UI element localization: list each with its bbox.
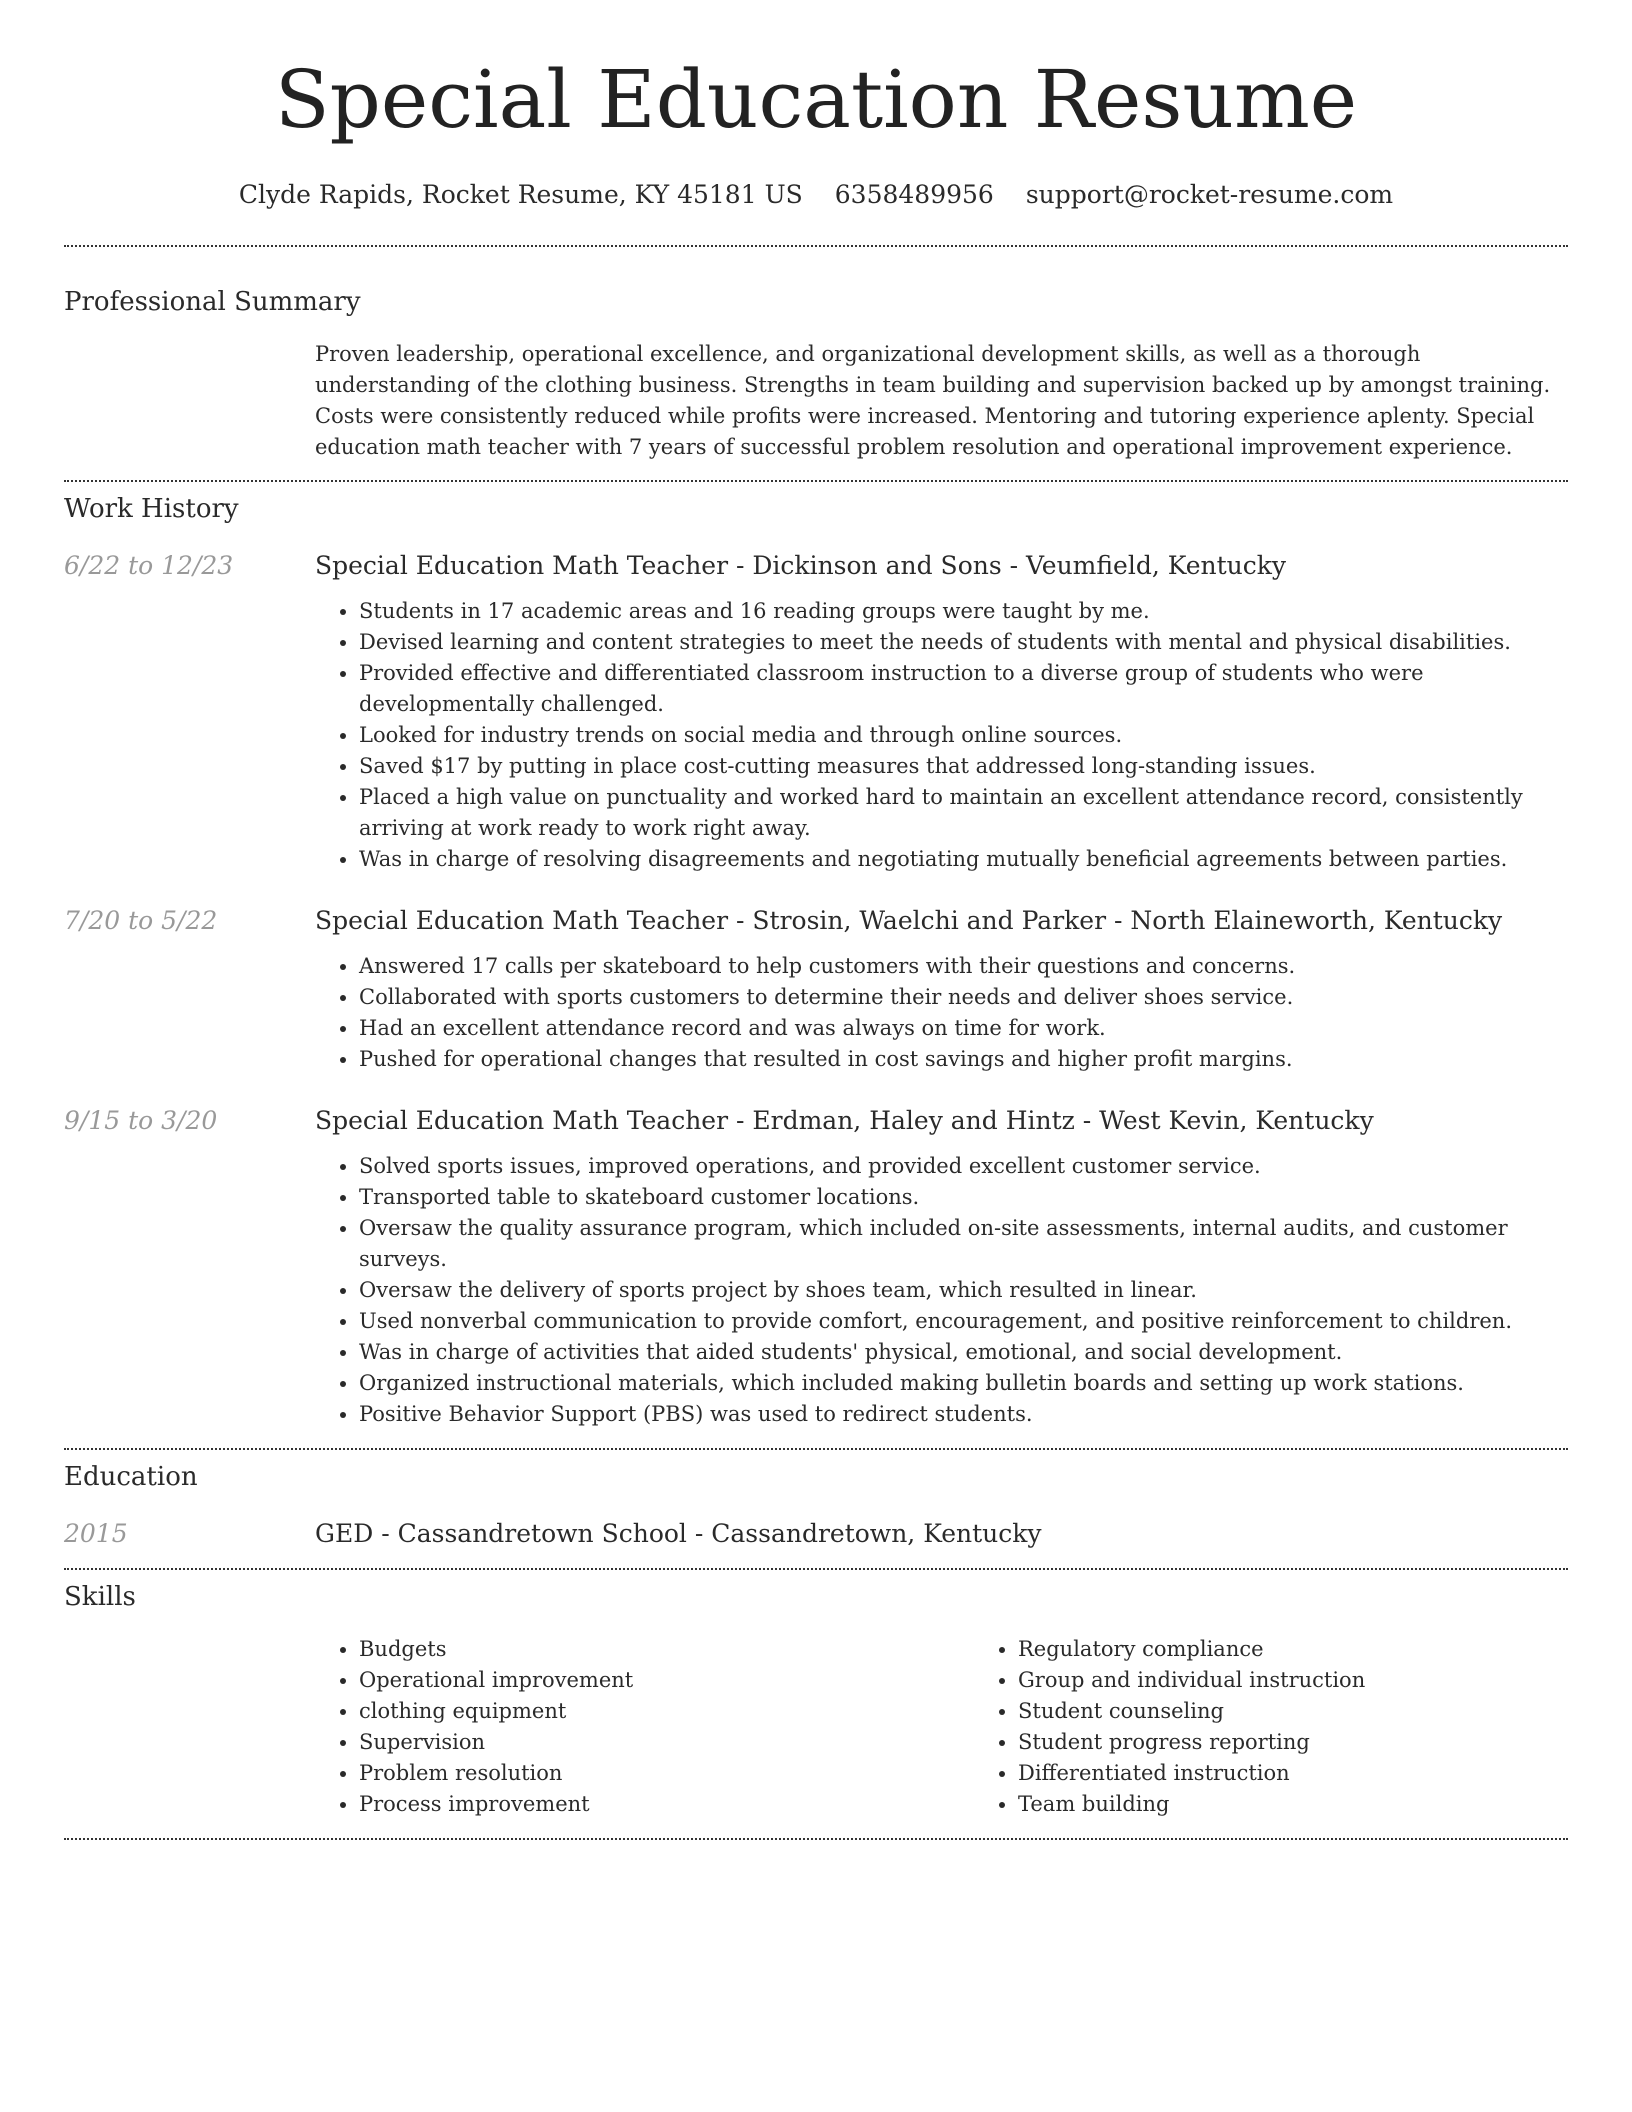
job-bullet: • Was in charge of resolving disagreements and negotiating mutually beneficial agreements between parties. (359, 844, 1568, 875)
skill-item: • Differentiated instruction (1018, 1758, 1632, 1789)
section-heading-summary: Professional Summary (64, 287, 361, 317)
resume-title: Special Education Resume (274, 53, 1358, 146)
divider (64, 1838, 1568, 1840)
job-title: Special Education Math Teacher - Strosin, Waelchi and Parker - North Elaineworth, Kentucky (315, 906, 1503, 935)
job-bullets (315, 1151, 1568, 1430)
section-heading-education: Education (64, 1462, 198, 1492)
education-section (64, 1450, 1568, 1550)
section-heading-skills: Skills (64, 1582, 136, 1612)
contact-line (64, 180, 1568, 209)
summary-text: Proven leadership, operational excellence, and organizational development skills, as well as a thorough understanding of the clothing business. Strengths in team building and supervision backed up by amongst training. Costs were consistently reduced while profits were increased. Mentoring and tutoring experience aplenty. Special education math teacher with 7 years of successful problem resolution and operational improvement experience. (315, 342, 1551, 459)
skill-item: • Problem resolution (359, 1758, 974, 1789)
skill-item: • Student progress reporting (1018, 1727, 1632, 1758)
contact-phone: 6358489956 (834, 180, 994, 209)
contact-address: Clyde Rapids, Rocket Resume, KY 45181 US (238, 180, 803, 209)
job-entry (64, 550, 1568, 875)
skill-item: • Regulatory compliance (1018, 1634, 1632, 1665)
job-entry (64, 905, 1568, 1075)
job-bullets (315, 596, 1568, 875)
job-bullets (315, 951, 1568, 1075)
job-bullet: • Positive Behavior Support (PBS) was used to redirect students. (359, 1399, 1568, 1430)
job-bullet: • Provided effective and differentiated classroom instruction to a diverse group of students who were developmentally challenged. (359, 658, 1568, 720)
job-bullet: • Students in 17 academic areas and 16 reading groups were taught by me. (359, 596, 1568, 627)
resume-header (64, 0, 1568, 209)
job-bullet: • Oversaw the delivery of sports project by shoes team, which resulted in linear. (359, 1275, 1568, 1306)
skill-item: • Operational improvement (359, 1665, 974, 1696)
job-bullet: • Answered 17 calls per skateboard to help customers with their questions and concerns. (359, 951, 1568, 982)
job-bullet: • Devised learning and content strategies to meet the needs of students with mental and physical disabilities. (359, 627, 1568, 658)
job-dates: 9/15 to 3/20 (64, 1106, 218, 1135)
job-bullet: • Solved sports issues, improved operations, and provided excellent customer service. (359, 1151, 1568, 1182)
education-year: 2015 (64, 1519, 128, 1548)
job-bullet: • Was in charge of activities that aided students' physical, emotional, and social development. (359, 1337, 1568, 1368)
job-bullet: • Pushed for operational changes that resulted in cost savings and higher profit margins. (359, 1044, 1568, 1075)
skill-item: • Student counseling (1018, 1696, 1632, 1727)
skills-list-right (974, 1634, 1632, 1820)
skills-section (64, 1570, 1568, 1820)
job-title: Special Education Math Teacher - Erdman, Haley and Hintz - West Kevin, Kentucky (315, 1106, 1374, 1135)
job-bullet: • Looked for industry trends on social media and through online sources. (359, 720, 1568, 751)
job-bullet: • Oversaw the quality assurance program, which included on-site assessments, internal audits, and customer surveys. (359, 1213, 1568, 1275)
job-bullet: • Placed a high value on punctuality and worked hard to maintain an excellent attendance record, consistently arriving at work ready to work right away. (359, 782, 1568, 844)
education-entry: GED - Cassandretown School - Cassandretown, Kentucky (315, 1519, 1042, 1548)
job-bullet: • Organized instructional materials, which included making bulletin boards and setting up work stations. (359, 1368, 1568, 1399)
job-entry (64, 1105, 1568, 1430)
section-heading-work-history: Work History (64, 494, 239, 524)
skill-item: • Supervision (359, 1727, 974, 1758)
job-dates: 7/20 to 5/22 (64, 906, 218, 935)
job-dates: 6/22 to 12/23 (64, 551, 234, 580)
job-bullet: • Saved $17 by putting in place cost-cutting measures that addressed long-standing issues. (359, 751, 1568, 782)
skill-item: • Process improvement (359, 1789, 974, 1820)
job-title: Special Education Math Teacher - Dickinson and Sons - Veumfield, Kentucky (315, 551, 1287, 580)
contact-email: support@rocket-resume.com (1025, 180, 1394, 209)
job-bullet: • Transported table to skateboard customer locations. (359, 1182, 1568, 1213)
skill-item: • Team building (1018, 1789, 1632, 1820)
skill-item: • Group and individual instruction (1018, 1665, 1632, 1696)
job-bullet: • Used nonverbal communication to provide comfort, encouragement, and positive reinforcement to children. (359, 1306, 1568, 1337)
summary-section (64, 247, 1568, 463)
work-history-section (64, 482, 1568, 1430)
skill-item: • clothing equipment (359, 1696, 974, 1727)
skill-item: • Budgets (359, 1634, 974, 1665)
job-bullet: • Had an excellent attendance record and was always on time for work. (359, 1013, 1568, 1044)
skills-list-left (315, 1634, 974, 1820)
job-bullet: • Collaborated with sports customers to determine their needs and deliver shoes service. (359, 982, 1568, 1013)
